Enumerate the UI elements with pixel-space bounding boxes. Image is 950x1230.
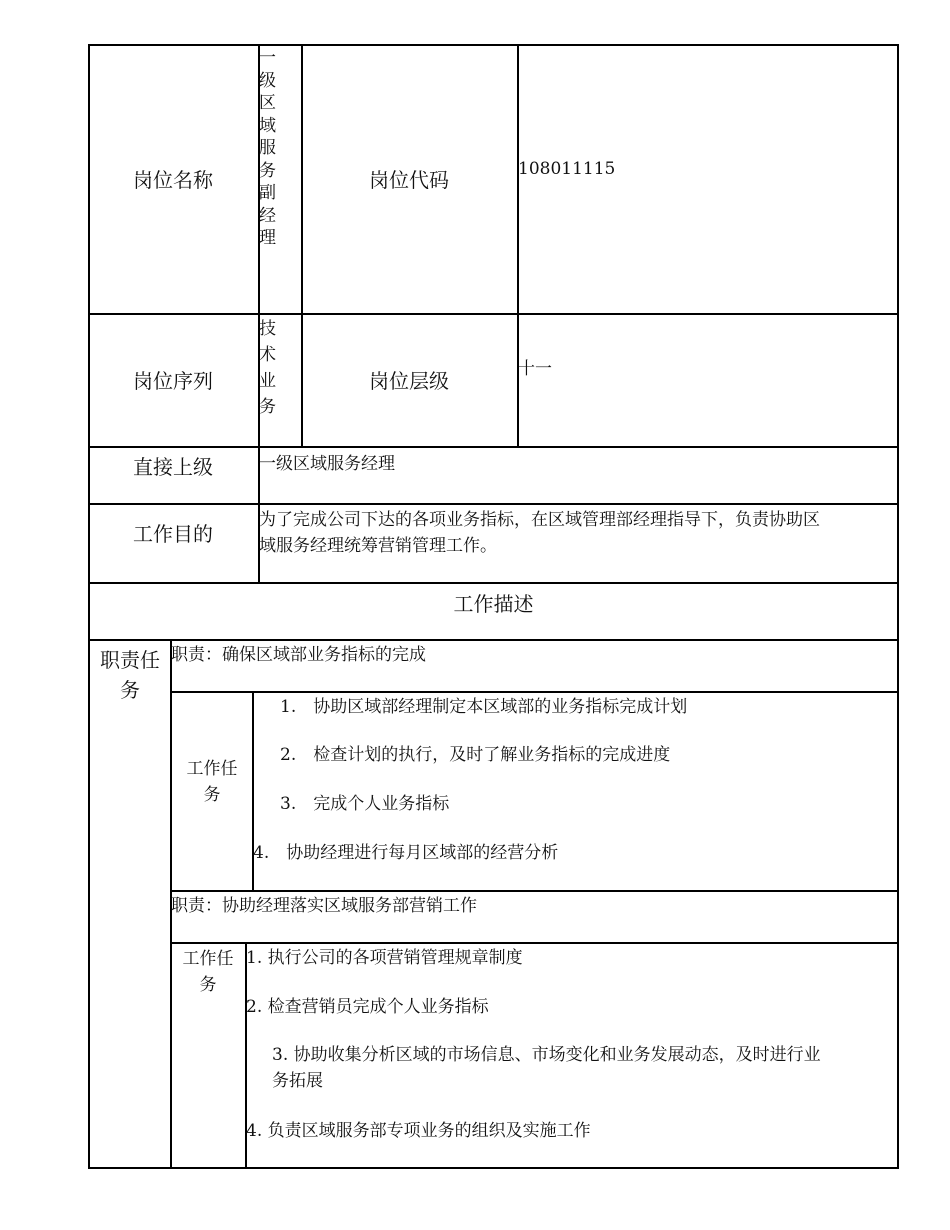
duty-2-task-label [171,946,245,998]
superior-value: 一级区域服务经理 [259,454,395,474]
duty-1-title: 职责：确保区域部业务指标的完成 [171,645,426,665]
purpose-value [259,507,895,559]
duty-2-task-2: 2. 检查营销员完成个人业务指标 [246,997,489,1017]
position-code-label: 岗位代码 [369,168,449,192]
purpose-line-2: 域服务经理统筹营销管理工作。 [259,536,497,556]
task-label-line-2: 务 [199,975,217,995]
duty-2-task-4: 4. 负责区域服务部专项业务的组织及实施工作 [246,1121,591,1141]
duty-1-task-1: 1. 协助区域部经理制定本区域部的业务指标完成计划 [280,697,688,717]
position-series-label: 岗位序列 [133,369,213,393]
duty-2-task-3: 3. 协助收集分析区域的市场信息、市场变化和业务发展动态，及时进行业 [272,1045,821,1065]
task-label-line-2: 务 [203,785,221,805]
position-name-label: 岗位名称 [133,168,213,192]
duty-2-task-1: 1. 执行公司的各项营销管理规章制度 [246,948,523,968]
purpose-label: 工作目的 [133,522,213,546]
superior-label: 直接上级 [133,455,213,479]
duty-1-task-3: 3. 完成个人业务指标 [280,794,450,814]
duty-label [90,645,170,705]
duty-label-line-1: 职责任 [100,648,160,672]
duty-2-task-3-cont: 务拓展 [272,1071,323,1091]
position-level-label: 岗位层级 [369,369,449,393]
position-series-value: 技术业务 [259,319,276,417]
work-description-title: 工作描述 [453,592,534,616]
position-level-value: 十一 [518,359,552,379]
purpose-line-1: 为了完成公司下达的各项业务指标，在区域管理部经理指导下，负责协助区 [259,510,820,530]
task-label-line-1: 工作任 [182,949,234,969]
position-name-value: 一级区域服务副经理 [259,48,276,248]
duty-1-task-4: 4. 协助经理进行每月区域部的经营分析 [253,843,559,863]
duty-1-task-label [172,756,252,808]
duty-1-task-2: 2. 检查计划的执行，及时了解业务指标的完成进度 [280,745,671,765]
duty-label-line-2: 务 [120,678,140,702]
duty-2-title: 职责：协助经理落实区域服务部营销工作 [171,896,477,916]
task-label-line-1: 工作任 [186,759,238,779]
position-code-value: 108011115 [518,159,616,179]
